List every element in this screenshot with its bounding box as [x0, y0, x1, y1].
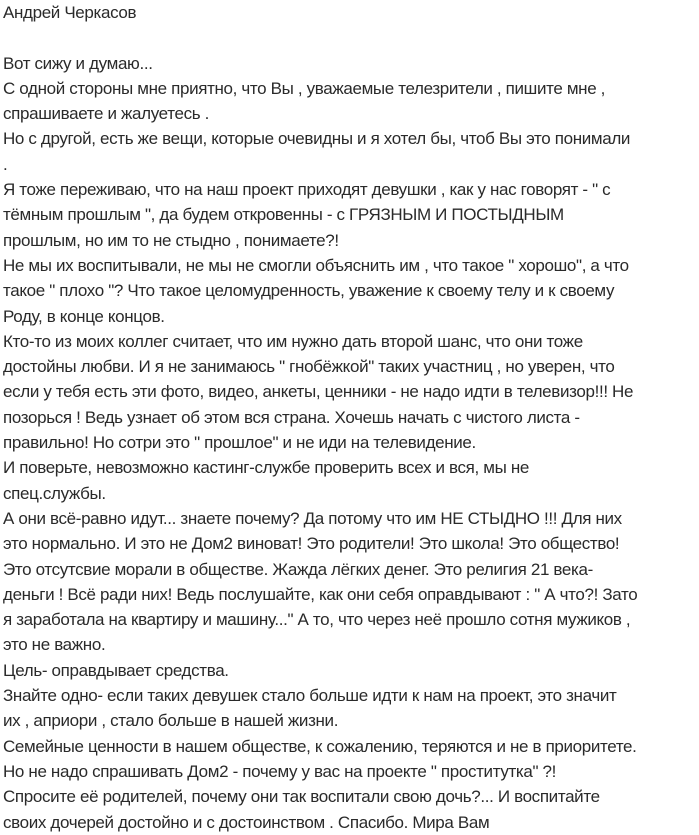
text-line: если у тебя есть эти фото, видео, анкеты, ценники - не надо идти в телевизор!!! Не: [3, 382, 634, 402]
text-line: Знайте одно- если таких девушек стало больше идти к нам на проект, это значит: [3, 686, 617, 706]
text-line: И поверьте, невозможно кастинг-службе проверить всех и вся, мы не: [3, 458, 530, 478]
text-line: спец.службы.: [3, 483, 106, 503]
text-line: достойны любви. И я не занимаюсь " гнобёжкой" таких участниц , но уверен, что: [3, 357, 615, 377]
text-line: позорься ! Ведь узнает об этом вся страна. Хочешь начать с чистого листа -: [3, 407, 580, 427]
text-line: .: [3, 154, 8, 174]
text-line: А они всё-равно идут... знаете почему? Да потому что им НЕ СТЫДНО !!! Для них: [3, 508, 622, 528]
text-line: Но с другой, есть же вещи, которые очевидны и я хотел бы, чтоб Вы это понимали: [3, 129, 631, 149]
text-line: я заработала на квартиру и машину..." А то, что через неё прошло сотня мужиков ,: [3, 610, 631, 630]
text-line: Но не надо спрашивать Дом2 - почему у вас на проекте " проститутка" ?!: [3, 761, 557, 781]
text-line: Я тоже переживаю, что на наш проект приходят девушки , как у нас говорят - " с: [3, 180, 611, 200]
text-line: Семейные ценности в нашем обществе, к сожалению, теряются и не в приоритете.: [3, 736, 637, 756]
text-line: деньги ! Всё ради них! Ведь послушайте, как они себя оправдывают : " А что?! Зато: [3, 584, 638, 604]
text-line: прошлым, но им то не стыдно , понимаете?!: [3, 230, 339, 250]
text-line: спрашиваете и жалуетесь .: [3, 104, 209, 124]
blank-line: [3, 25, 699, 50]
text-line: Роду, в конце концов.: [3, 306, 165, 326]
text-line: правильно! Но сотри это " прошлое" и не иди на телевидение.: [3, 433, 476, 453]
document-body: [3, 51, 699, 835]
text-line: такое " плохо "? Что такое целомудренность, уважение к своему телу и к своему: [3, 281, 615, 301]
text-line: своих дочерей достойно и с достоинством . Спасибо. Мира Вам: [3, 812, 490, 832]
text-line: их , априори , стало больше в нашей жизни.: [3, 711, 339, 731]
text-line: Цель- оправдывает средства.: [3, 660, 229, 680]
text-line: это не важно.: [3, 635, 106, 655]
text-line: Спросите её родителей, почему они так воспитали свою дочь?... И воспитайте: [3, 787, 600, 807]
author-name: Андрей Черкасов: [3, 3, 137, 22]
text-line: Кто-то из моих коллег считает, что им нужно дать второй шанс, что они тоже: [3, 331, 583, 351]
text-line: Вот сижу и думаю...: [3, 53, 153, 73]
text-line: С одной стороны мне приятно, что Вы , уважаемые телезрители , пишите мне ,: [3, 78, 606, 98]
text-line: Не мы их воспитывали, не мы не смогли объяснить им , что такое " хорошо", а что: [3, 255, 629, 275]
text-line: Это отсутсвие морали в обществе. Жажда лёгких денег. Это религия 21 века-: [3, 559, 593, 579]
text-line: тёмным прошлым ", да будем откровенны - с ГРЯЗНЫМ И ПОСТЫДНЫМ: [3, 205, 564, 225]
text-line: это нормально. И это не Дом2 виноват! Это родители! Это школа! Это общество!: [3, 534, 620, 554]
